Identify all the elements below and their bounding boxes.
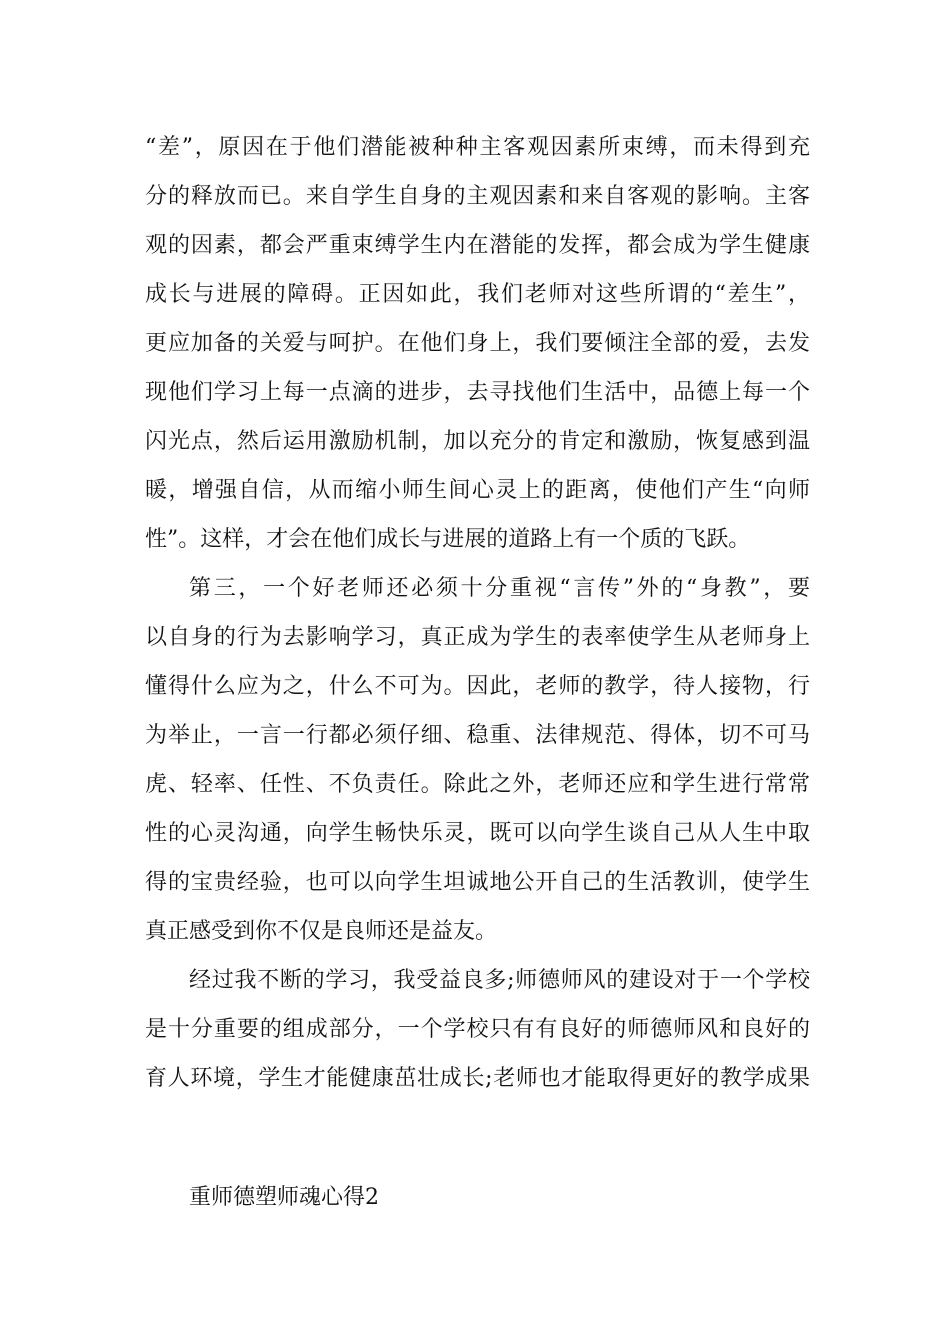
paragraph-1 bbox=[145, 123, 810, 564]
paragraph-line: 成长与进展的障碍。正因如此，我们老师对这些所谓的“差生”， bbox=[145, 282, 810, 307]
paragraph-line: 经过我不断的学习，我受益良多;师德师风的建设对于一个学校 bbox=[189, 968, 810, 993]
document-body bbox=[145, 123, 810, 1103]
paragraph-2 bbox=[145, 564, 810, 956]
paragraph-line: 第三，一个好老师还必须十分重视“言传”外的“身教”，要 bbox=[189, 576, 810, 601]
section-heading: 重师德塑师魂心得2 bbox=[189, 1185, 379, 1210]
paragraph-line: 虎、轻率、任性、不负责任。除此之外，老师还应和学生进行常常 bbox=[145, 772, 810, 797]
paragraph-line: 以自身的行为去影响学习，真正成为学生的表率使学生从老师身上 bbox=[145, 625, 810, 650]
paragraph-line: 性”。这样，才会在他们成长与进展的道路上有一个质的飞跃。 bbox=[145, 527, 751, 552]
paragraph-line: 得的宝贵经验，也可以向学生坦诚地公开自己的生活教训，使学生 bbox=[145, 870, 810, 895]
paragraph-line: 现他们学习上每一点滴的进步，去寻找他们生活中，品德上每一个 bbox=[145, 380, 810, 405]
paragraph-line: 真正感受到你不仅是良师还是益友。 bbox=[145, 919, 498, 944]
paragraph-line: 闪光点，然后运用激励机制，加以充分的肯定和激励，恢复感到温 bbox=[145, 429, 810, 454]
paragraph-line: 性的心灵沟通，向学生畅快乐灵，既可以向学生谈自己从人生中取 bbox=[145, 821, 810, 846]
paragraph-line: 是十分重要的组成部分，一个学校只有有良好的师德师风和良好的 bbox=[145, 1017, 810, 1042]
paragraph-line: “差”，原因在于他们潜能被种种主客观因素所束缚，而未得到充 bbox=[145, 135, 810, 160]
paragraph-line: 分的释放而已。来自学生自身的主观因素和来自客观的影响。主客 bbox=[145, 184, 810, 209]
paragraph-line: 懂得什么应为之，什么不可为。因此，老师的教学，待人接物，行 bbox=[145, 674, 810, 699]
paragraph-line: 更应加备的关爱与呵护。在他们身上，我们要倾注全部的爱，去发 bbox=[145, 331, 810, 356]
paragraph-3 bbox=[145, 956, 810, 1103]
paragraph-line: 观的因素，都会严重束缚学生内在潜能的发挥，都会成为学生健康 bbox=[145, 233, 810, 258]
paragraph-line: 为举止，一言一行都必须仔细、稳重、法律规范、得体，切不可马 bbox=[145, 723, 810, 748]
paragraph-line: 育人环境，学生才能健康茁壮成长;老师也才能取得更好的教学成果 bbox=[145, 1066, 810, 1091]
paragraph-line: 暖，增强自信，从而缩小师生间心灵上的距离，使他们产生“向师 bbox=[145, 478, 810, 503]
